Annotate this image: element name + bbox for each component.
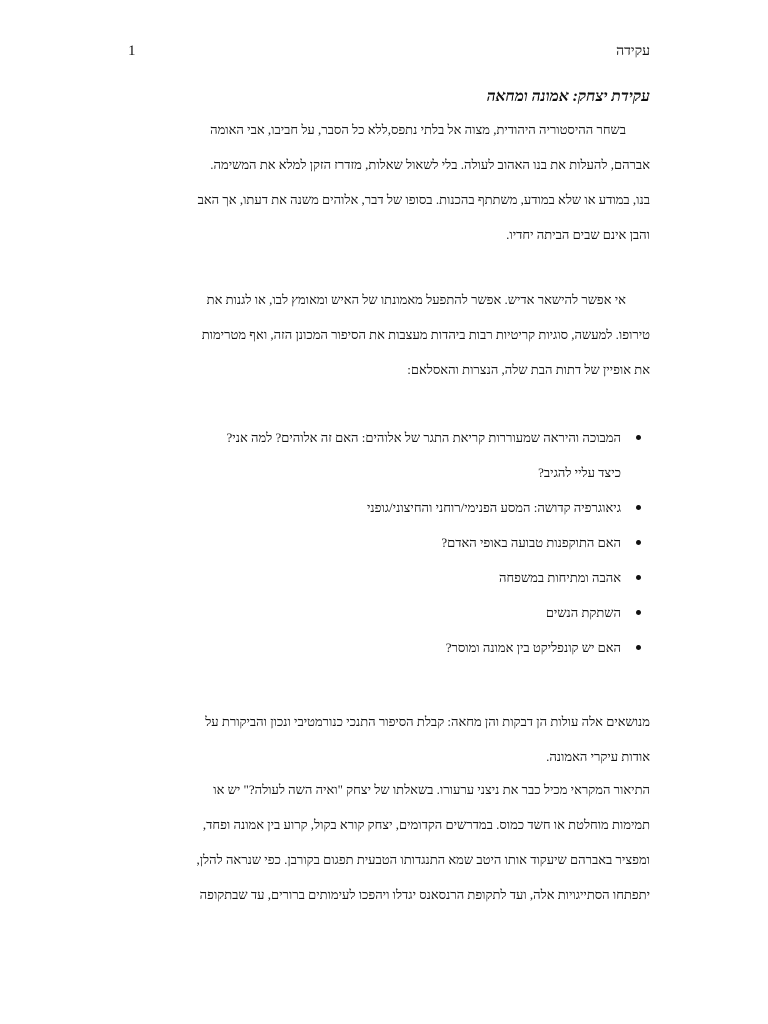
list-item-text: גיאוגרפיה קדושה: המסע הפנימי/רוחני והחיצוני/גופני — [366, 500, 621, 515]
paragraph-line: התיאור המקראי מכיל כבר את ניצני ערעורו. בשאלתו של יצחק "ואיה השה לעולה?" יש או — [213, 782, 650, 797]
paragraph-line: והבן אינם שבים הביתה יחדיו. — [506, 227, 650, 242]
bullet-dot-icon — [636, 610, 641, 615]
list-item-text: כיצד עליי להגיב? — [538, 465, 621, 480]
paragraph-biblical-description — [114, 772, 650, 912]
bullet-dot-icon — [636, 575, 641, 580]
list-item — [110, 525, 650, 560]
document-title: עקידת יצחק: אמונה ומחאה — [486, 88, 650, 105]
paragraph-line: יתפתחו הסתייגויות אלה, ועד לתקופת הרנסאנס יגדלו ויהפכו לעימותים ברורים, עד שבתקופה — [199, 887, 650, 902]
paragraph-issues-intro — [114, 282, 650, 387]
paragraph-line — [114, 112, 650, 147]
list-item — [110, 420, 650, 490]
paragraph-line — [114, 282, 650, 317]
paragraph-devotion-protest — [114, 704, 650, 774]
list-item-text: אהבה ומתיחות במשפחה — [499, 570, 621, 585]
bullet-dot-icon — [636, 435, 641, 440]
bullet-dot-icon — [636, 540, 641, 545]
bullet-dot-icon — [636, 505, 641, 510]
issues-bullet-list — [110, 420, 650, 665]
running-header-title: עקידה — [616, 44, 650, 59]
list-item-text: האם יש קונפליקט בין אמונה ומוסר? — [445, 640, 621, 655]
paragraph-line-text: בשחר ההיסטוריה היהודית, מצוה אל בלתי נתפס,ללא כל הסבר, על חביבו, אבי האומה — [210, 122, 626, 137]
list-item-text: המבוכה והיראה שמעוררות קריאת התגר של אלוהים: האם זה אלוהים? למה אני? — [226, 430, 621, 445]
page-number: 1 — [128, 43, 136, 59]
paragraph-line: אברהם, להעלות את בנו האהוב לעולה. בלי לשאול שאלות, מזדרז הזקן למלא את המשימה. — [210, 157, 650, 172]
paragraph-line: מנושאים אלה עולות הן דבקות והן מחאה: קבלת הסיפור התנכי כנורמטיבי ונכון והביקורת על — [205, 714, 650, 729]
list-item-text: השתקת הנשים — [545, 605, 621, 620]
paragraph-line: אודות עיקרי האמונה. — [546, 749, 650, 764]
paragraph-line: את אופיין של דתות הבת שלה, הנצרות והאסלאם: — [407, 362, 650, 377]
paragraph-intro — [114, 112, 650, 252]
list-item-text: האם התוקפנות טבועה באופי האדם? — [441, 535, 621, 550]
list-item — [110, 490, 650, 525]
list-item — [110, 560, 650, 595]
paragraph-line: תמימות מוחלטת או חשד כמוס. במדרשים הקדומים, יצחק קורא בקול, קרוע בין אמונה ופחד, — [202, 817, 650, 832]
list-item — [110, 595, 650, 630]
bullet-dot-icon — [636, 645, 641, 650]
paragraph-line-text: אי אפשר להישאר אדיש. אפשר להתפעל מאמונתו של האיש ומאומץ לבו, או לגנות את — [206, 292, 626, 307]
paragraph-line: בנו, במודע או שלא במודע, משתתף בהכנות. בסופו של דבר, אלוהים משנה את דעתו, אך האב — [197, 192, 650, 207]
list-item — [110, 630, 650, 665]
paragraph-line: ומפציר באברהם שיעקוד אותו היטב שמא התנגדותו הטבעית תפגום בקורבן. כפי שנראה להלן, — [196, 852, 650, 867]
paragraph-line: טירופו. למעשה, סוגיות קריטיות רבות ביהדות מעצבות את הסיפור המכונן הזה, ואף מטרימות — [201, 327, 650, 342]
